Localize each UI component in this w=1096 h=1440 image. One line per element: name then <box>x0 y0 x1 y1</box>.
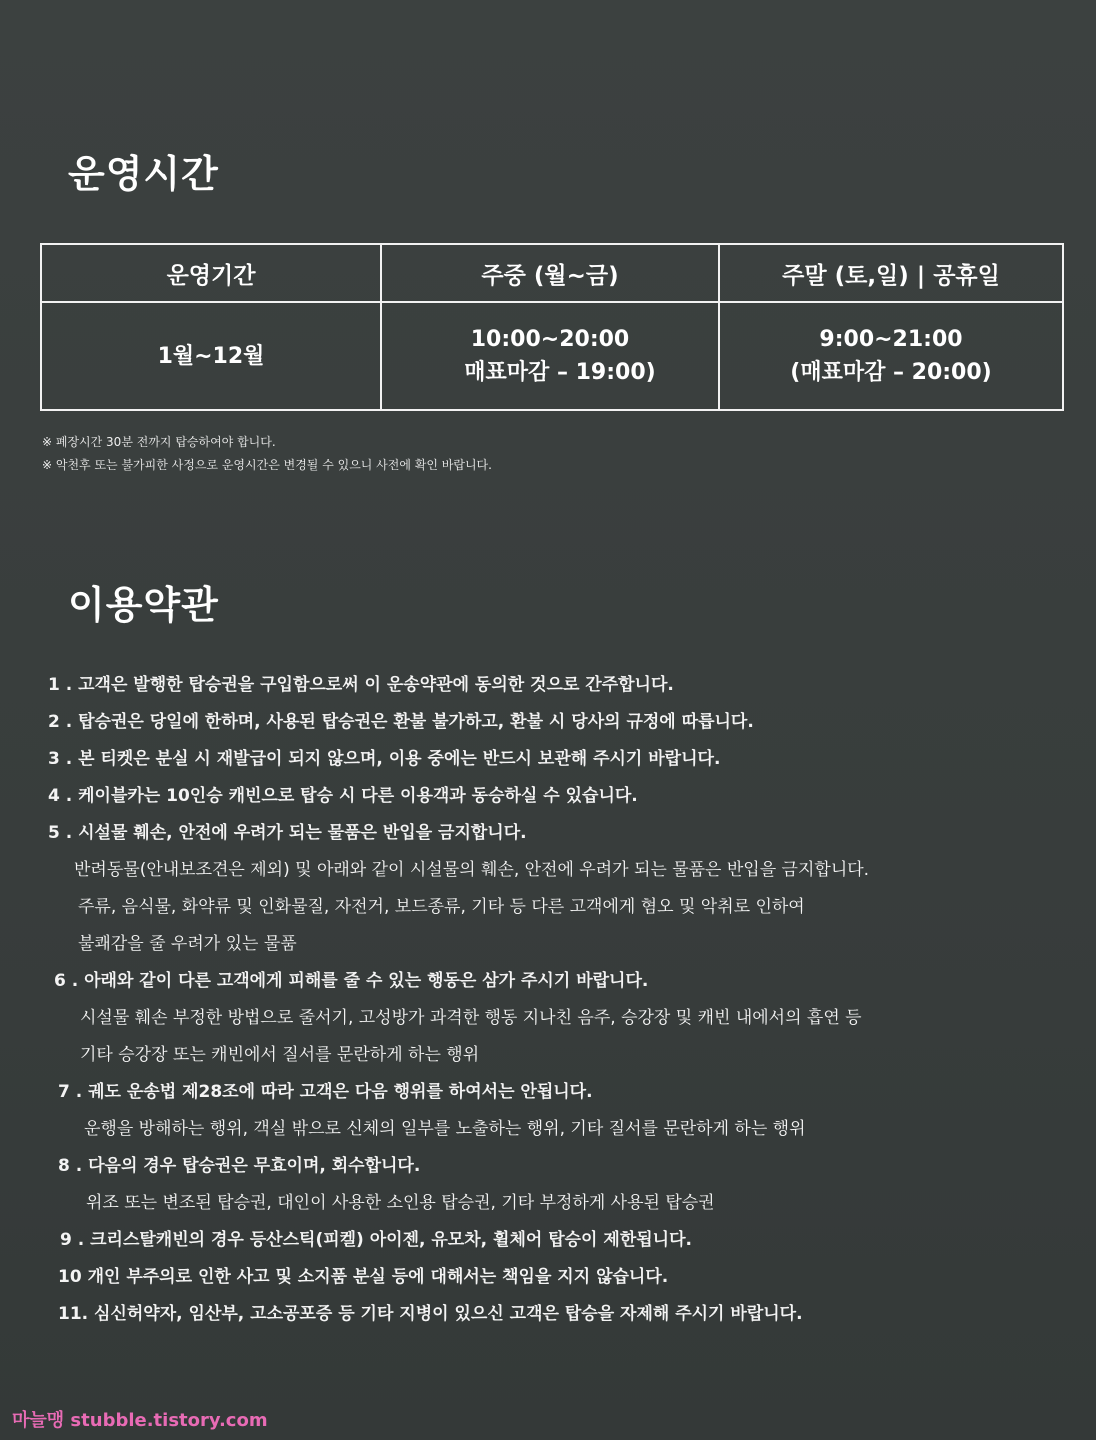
header-weekday: 주중 (월~금) <box>381 244 719 302</box>
term-4: 4 . 케이블카는 10인승 캐빈으로 탑승 시 다른 이용객과 동승하실 수 있습니다. <box>48 786 638 806</box>
operating-hours-table <box>40 243 1064 411</box>
term-8: 8 . 다음의 경우 탑승권은 무효이며, 회수합니다. <box>58 1156 421 1176</box>
period-value: 1월~12월 <box>157 343 265 369</box>
table-header-row <box>41 244 1063 302</box>
cell-weekend-hours <box>719 302 1063 410</box>
term-6-detail-1: 시설물 훼손 부정한 방법으로 줄서기, 고성방가 과격한 행동 지나친 음주, 승강장 및 캐빈 내에서의 흡연 등 <box>80 1008 862 1028</box>
term-5: 5 . 시설물 훼손, 안전에 우려가 되는 물품은 반입을 금지합니다. <box>48 823 527 843</box>
term-10: 10 개인 부주의로 인한 사고 및 소지품 분실 등에 대해서는 책임을 지지 않습니다. <box>58 1267 669 1287</box>
weekend-time: 9:00~21:00 <box>819 327 963 352</box>
cell-period <box>41 302 381 410</box>
note-closing: ※ 폐장시간 30분 전까지 탑승하여야 합니다. <box>42 435 276 449</box>
term-6-detail-2: 기타 승강장 또는 캐빈에서 질서를 문란하게 하는 행위 <box>80 1045 480 1065</box>
term-11: 11. 심신허약자, 임산부, 고소공포증 등 기타 지병이 있으신 고객은 탑승을 자제해 주시기 바랍니다. <box>58 1304 803 1324</box>
term-7: 7 . 궤도 운송법 제28조에 따라 고객은 다음 행위를 하여서는 안됩니다. <box>58 1082 593 1102</box>
watermark-text: 마늘맹 stubble.tistory.com <box>12 1410 268 1431</box>
term-6: 6 . 아래와 같이 다른 고객에게 피해를 줄 수 있는 행동은 삼가 주시기 바랍니다. <box>54 971 649 991</box>
weekday-closing: 매표마감 – 19:00) <box>464 360 656 385</box>
weekday-time: 10:00~20:00 <box>470 327 630 352</box>
term-1: 1 . 고객은 발행한 탑승권을 구입함으로써 이 운송약관에 동의한 것으로 간주합니다. <box>48 675 674 695</box>
operating-hours-title: 운영시간 <box>68 152 219 196</box>
term-5-detail-1: 반려동물(안내보조견은 제외) 및 아래와 같이 시설물의 훼손, 안전에 우려가 되는 물품은 반입을 금지합니다. <box>74 860 870 880</box>
terms-list <box>48 667 1048 1333</box>
term-5-detail-2: 주류, 음식물, 화약류 및 인화물질, 자전거, 보드종류, 기타 등 다른 고객에게 혐오 및 악취로 인하여 <box>78 897 805 917</box>
note-weather: ※ 악천후 또는 불가피한 사정으로 운영시간은 변경될 수 있으니 사전에 확인 바랍니다. <box>42 458 492 472</box>
term-5-detail-3: 불쾌감을 줄 우려가 있는 물품 <box>78 934 297 954</box>
weekend-closing: (매표마감 – 20:00) <box>790 360 992 385</box>
terms-title: 이용약관 <box>68 583 219 627</box>
term-3: 3 . 본 티켓은 분실 시 재발급이 되지 않으며, 이용 중에는 반드시 보관해 주시기 바랍니다. <box>48 749 721 769</box>
term-7-detail: 운행을 방해하는 행위, 객실 밖으로 신체의 일부를 노출하는 행위, 기타 질서를 문란하게 하는 행위 <box>84 1119 806 1139</box>
cell-weekday-hours <box>381 302 719 410</box>
table-row <box>41 302 1063 410</box>
term-2: 2 . 탑승권은 당일에 한하며, 사용된 탑승권은 환불 불가하고, 환불 시 당사의 규정에 따릅니다. <box>48 712 754 732</box>
operating-notes <box>42 431 492 477</box>
header-weekend: 주말 (토,일) | 공휴일 <box>719 244 1063 302</box>
term-9: 9 . 크리스탈캐빈의 경우 등산스틱(피켈) 아이젠, 유모차, 휠체어 탑승이 제한됩니다. <box>60 1230 692 1250</box>
header-period: 운영기간 <box>41 244 381 302</box>
term-8-detail: 위조 또는 변조된 탑승권, 대인이 사용한 소인용 탑승권, 기타 부정하게 사용된 탑승권 <box>86 1193 715 1213</box>
